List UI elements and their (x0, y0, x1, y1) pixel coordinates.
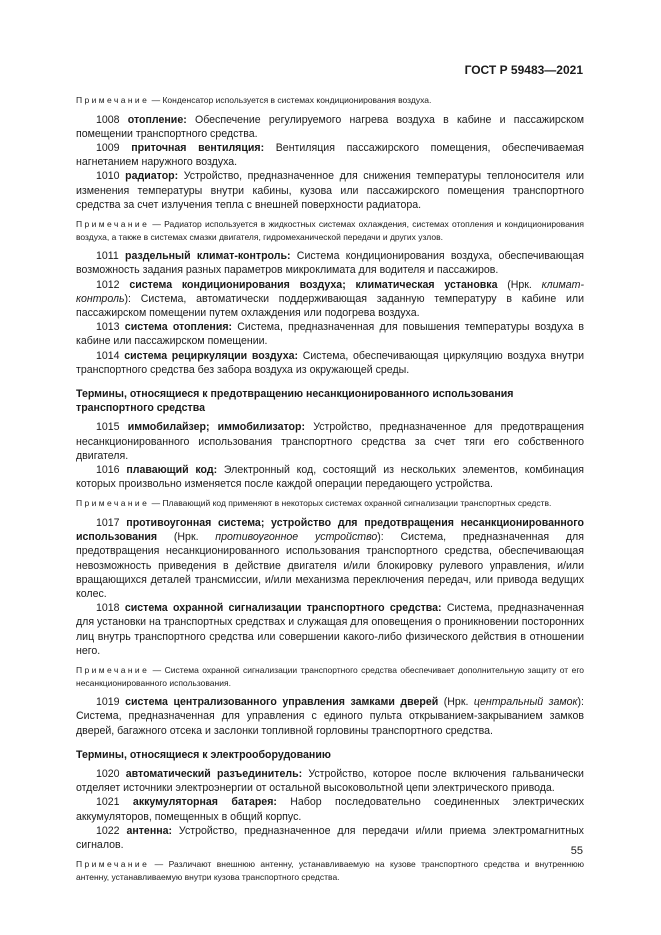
term-deprecated: противоугонное устройство (215, 531, 378, 544)
note-text: — Конденсатор используется в системах кондиционирования воздуха. (151, 95, 432, 105)
term-definition: Система кондиционирования воздуха, обеспечивающая возможность задания разных параметров микроклимата для водителя и пассажиров. (76, 250, 584, 277)
term-definition: Устройство, предназначенное для предотвращения несанкционированного использования транспортного средства за счет тяги его собственного двигателя. (76, 421, 584, 462)
term-number: 1014 (96, 349, 120, 362)
term-number: 1019 (96, 696, 120, 709)
term-name: система централизованного управления замками дверей (125, 696, 439, 709)
section-heading (76, 748, 584, 762)
term-name: раздельный климат-контроль: (125, 250, 291, 263)
note-label: Примечание (76, 498, 150, 509)
term-number: 1020 (96, 768, 120, 781)
note (76, 497, 584, 510)
term-name: иммобилайзер; иммобилизатор: (127, 421, 306, 434)
term-number: 1011 (96, 250, 119, 263)
note-label: Примечание (76, 219, 150, 230)
term-definition: Устройство, которое после включения гальванически отделяет источники электроэнергии от остальной высоковольтной цепи электрического привода. (76, 768, 584, 795)
term-nrk-prefix: (Нрк. (438, 696, 474, 709)
note-text: — Радиатор используется в жидкостных системах охлаждения, системах отопления и кондиционирования воздуха, а также в системах смазки двигателя, гидромеханической передачи и других узлов. (76, 219, 584, 242)
term-definition: Электронный код, состоящий из нескольких элементов, комбинация которых произвольно изменяется после каждой операции передающего устройства. (76, 464, 584, 491)
term-entry (76, 601, 584, 658)
note (76, 858, 584, 883)
term-number: 1015 (96, 421, 120, 434)
term-name: система рециркуляции воздуха: (124, 349, 299, 362)
term-number: 1016 (96, 464, 120, 477)
term-name: антенна: (126, 824, 173, 837)
term-definition: Система, предназначенная для установки на транспортных средствах и служащая для оповещения о проникновении посторонних лиц внутрь транспортного средства или совершении какого-либо физического действия в отношении него. (76, 602, 584, 657)
term-nrk-prefix: (Нрк. (497, 278, 542, 291)
section-heading (76, 387, 584, 415)
term-entry (76, 463, 584, 491)
term-definition: Устройство, предназначенное для передачи и/или приема электромагнитных сигналов. (76, 824, 584, 852)
term-entry (76, 516, 584, 601)
note (76, 218, 584, 243)
term-name: аккумуляторная батарея: (132, 796, 277, 809)
term-entry (76, 141, 584, 169)
section-heading-text: Термины, относящиеся к предотвращению несанкционированного использования транспортного средства (76, 388, 514, 415)
term-definition: Набор последовательно соединенных электрических аккумуляторов, помещенных в общий корпус. (76, 796, 585, 823)
term-number: 1022 (96, 824, 120, 837)
term-definition: ): Система, предназначенная для управления с единого пульта открыванием-закрыванием замков дверей, багажного отсека и заслонки топливной горловины транспортного средства. (76, 696, 584, 737)
term-name: противоугонная система; устройство для предотвращения несанкционированного использования (76, 517, 584, 544)
standard-number: ГОСТ Р 59483—2021 (464, 63, 583, 77)
term-definition: Устройство, предназначенное для снижения температуры теплоносителя или изменения температуры внутри кабины, кузова или пассажирского помещения транспортного средства за счет излучения тепла с внешней поверхности радиатора. (76, 170, 584, 211)
term-number: 1008 (96, 113, 120, 126)
term-entry (76, 349, 584, 377)
term-entry (76, 278, 584, 321)
term-name: плавающий код: (126, 464, 218, 477)
term-number: 1018 (96, 602, 120, 615)
term-name: система кондиционирования воздуха; климатическая установка (129, 278, 498, 291)
term-definition: ): Система, автоматически поддерживающая заданную температуру в кабине или пассажирском помещении путем охлаждения или подогрева воздуха. (76, 292, 584, 320)
term-entry (76, 420, 584, 463)
term-number: 1021 (96, 796, 120, 809)
section-heading-text: Термины, относящиеся к электрооборудованию (76, 748, 331, 761)
term-number: 1012 (96, 278, 120, 291)
content-body (76, 94, 584, 883)
term-definition: Система, предназначенная для повышения температуры воздуха в кабине или пассажирском помещении. (76, 321, 585, 348)
term-number: 1017 (96, 517, 120, 530)
note-text: — Плавающий код применяют в некоторых системах охранной сигнализации транспортных средств. (151, 498, 552, 509)
term-entry (76, 249, 584, 277)
term-entry (76, 320, 584, 348)
term-name: система отопления: (124, 321, 233, 334)
term-entry (76, 169, 584, 212)
note (76, 664, 584, 689)
term-definition: ): Система, предназначенная для предотвращения несанкционированного использования транспортного средства, обеспечивающая невозможность приведения в действие двигателя и/или блокировку рулевого управления, и/или вращающихся деталей трансмиссии, и/или механизма переключения передач, или привода ведущих колес. (76, 531, 584, 601)
term-entry (76, 795, 584, 823)
page-number: 55 (570, 845, 583, 857)
term-entry (76, 113, 584, 141)
term-deprecated: климат-контроль (76, 278, 584, 305)
term-number: 1009 (96, 142, 120, 154)
term-nrk-prefix: (Нрк. (157, 531, 216, 544)
term-name: радиатор: (125, 170, 179, 183)
term-deprecated: центральный замок (473, 696, 578, 709)
term-name: отопление: (127, 113, 187, 126)
term-name: автоматический разъединитель: (125, 768, 303, 781)
term-entry (76, 695, 584, 738)
term-name: приточная вентиляция: (131, 142, 265, 154)
term-number: 1013 (96, 321, 120, 334)
note-label: Примечание (76, 665, 150, 676)
note-text: — Система охранной сигнализации транспортного средства обеспечивает дополнительную защиту от его несанкционированного использования. (76, 665, 584, 688)
term-entry (76, 824, 584, 852)
note-text: — Различают внешнюю антенну, устанавливаемую на кузове транспортного средства и внутреннюю антенну, устанавливаемую внутри кузова транспортного средства. (76, 859, 584, 882)
term-definition: Обеспечение регулируемого нагрева воздуха в кабине и пассажирском помещении транспортного средства. (76, 113, 584, 140)
term-entry (76, 767, 584, 795)
note-label: Примечание (76, 859, 150, 870)
term-number: 1010 (96, 170, 120, 183)
term-definition: Вентиляция пассажирского помещения, обеспечиваемая нагнетанием наружного воздуха. (76, 142, 584, 169)
note-label: Примечание (76, 95, 150, 105)
note (76, 94, 584, 107)
term-name: система охранной сигнализации транспортного средства: (124, 602, 442, 615)
term-definition: Система, обеспечивающая циркуляцию воздуха внутри транспортного средства без забора воздуха из окружающей среды. (76, 349, 584, 376)
